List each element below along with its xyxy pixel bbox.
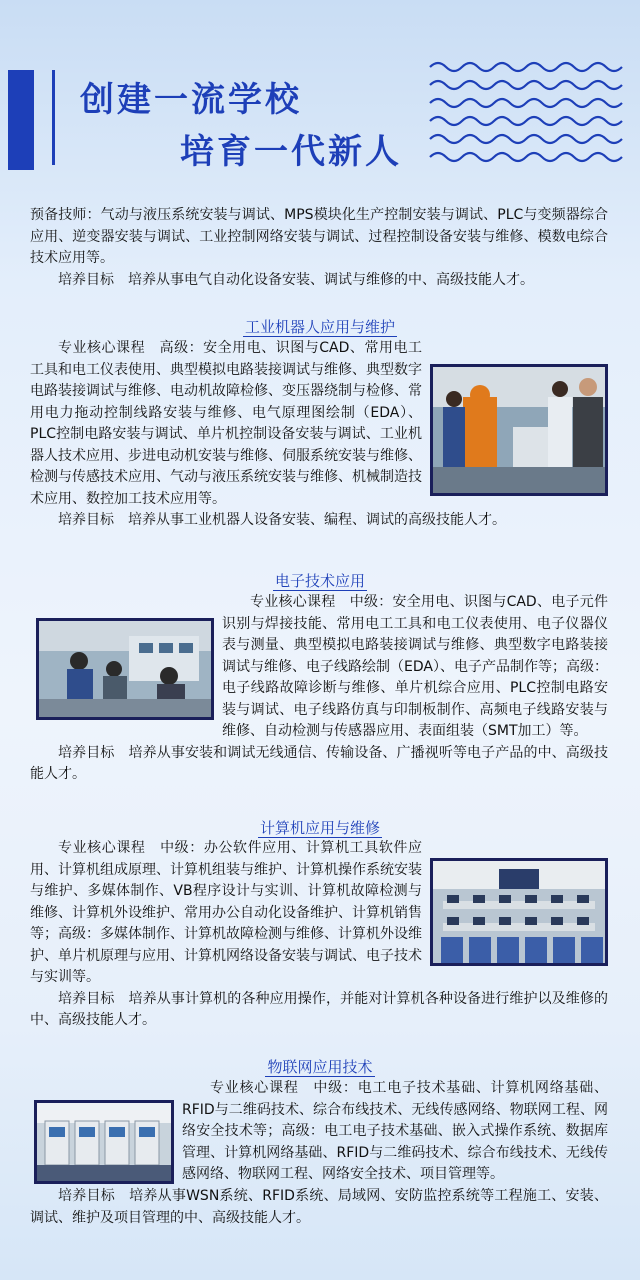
computer-lab-photo [430, 858, 608, 966]
section-electronics-block [30, 592, 608, 786]
section-heading-electronics: 电子技术应用 [274, 572, 365, 590]
iot-lab-photo [34, 1100, 174, 1184]
wave-decoration [420, 55, 635, 175]
iot-goal: 培养目标 培养从事WSN系统、RFID系统、局域网、安防监控系统等工程施工、安装、调试、维护及项目管理的中、高级技能人才。 [30, 1188, 608, 1226]
electronics-lab-photo [36, 618, 214, 720]
section-heading-robot: 工业机器人应用与维护 [244, 318, 395, 336]
section-robot-block [30, 338, 608, 532]
section-computer-block [30, 838, 608, 1032]
computer-courses: 专业核心课程 中级：办公软件应用、计算机工具软件应用、计算机组成原理、计算机组装与维护、计算机操作系统安装与维护、多媒体制作、VB程序设计与实训、计算机故障检测与维修、计算机外设维护、常用办公自动化设备维护、计算机销售等；高级：多媒体制作、计算机故障检测与维修、计算机外设维护、单片机原理与应用、计算机网络设备安装与调试、电子技术与实训等。 [30, 840, 422, 985]
left-accent-line [52, 70, 55, 165]
intro-block [30, 205, 608, 291]
title-line-1: 创建一流学校 [80, 80, 302, 120]
intro-text: 预备技师：气动与液压系统安装与调试、MPS模块化生产控制安装与调试、PLC与变频器综合应用、逆变器安装与调试、工业控制网络安装与调试、过程控制设备安装与维修、模数电综合技术应用等。 [30, 207, 608, 266]
iot-courses: 专业核心课程 中级：电工电子技术基础、计算机网络基础、RFID与二维码技术、综合布线技术、无线传感网络、物联网工程、网络安全技术等；高级：电工电子技术基础、嵌入式操作系统、数据库管理、计算机网络基础、RFID与二维码技术、综合布线技术、无线传感网络、物联网工程、网络安全技术、项目管理等。 [182, 1080, 608, 1182]
title-line-2: 培育一代新人 [180, 132, 402, 172]
intro-goal: 培养目标 培养从事电气自动化设备安装、调试与维修的中、高级技能人才。 [58, 271, 534, 288]
electronics-courses: 专业核心课程 中级：安全用电、识图与CAD、电子元件识别与焊接技能、常用电工工具和电工仪表使用、电子仪器仪表与测量、典型模拟电路装接调试与维修、典型数字电路装接调试与维修、电子线路绘制（EDA）、电子产品制作等；高级：电子线路故障诊断与维修、单片机综合应用、PLC控制电路安装与调试、电子线路仿真与印制板制作、高频电子线路安装与维修、自动检测与传感器应用、表面组装（SMT加工）等。 [222, 594, 608, 739]
electronics-goal: 培养目标 培养从事安装和调试无线通信、传输设备、广播视听等电子产品的中、高级技能人才。 [30, 744, 608, 782]
robot-courses: 专业核心课程 高级：安全用电、识图与CAD、常用电工工具和电工仪表使用、典型模拟电路装接调试与维修、典型数字电路装接调试与维修、电动机故障检修、变压器绕制与检修、常用电力拖动控制线路安装与维修、电气原理图绘制（EDA）、PLC控制电路安装与调试、单片机控制设备安装与调试、工业机器人技术应用、步进电动机安装与维修、伺服系统安装与维修、检测与传感技术应用、气动与液压系统安装与维修、机械制造技术应用、数控加工技术应用等。 [30, 340, 422, 507]
robot-goal: 培养目标 培养从事工业机器人设备安装、编程、调试的高级技能人才。 [58, 512, 506, 528]
section-iot-block [30, 1078, 608, 1229]
left-accent-bar [8, 70, 34, 170]
section-heading-iot: 物联网应用技术 [267, 1058, 373, 1076]
robot-lab-photo [430, 364, 608, 496]
section-heading-computer: 计算机应用与维修 [259, 819, 380, 837]
computer-goal: 培养目标 培养从事计算机的各种应用操作，并能对计算机各种设备进行维护以及维修的中、高级技能人才。 [30, 990, 608, 1028]
